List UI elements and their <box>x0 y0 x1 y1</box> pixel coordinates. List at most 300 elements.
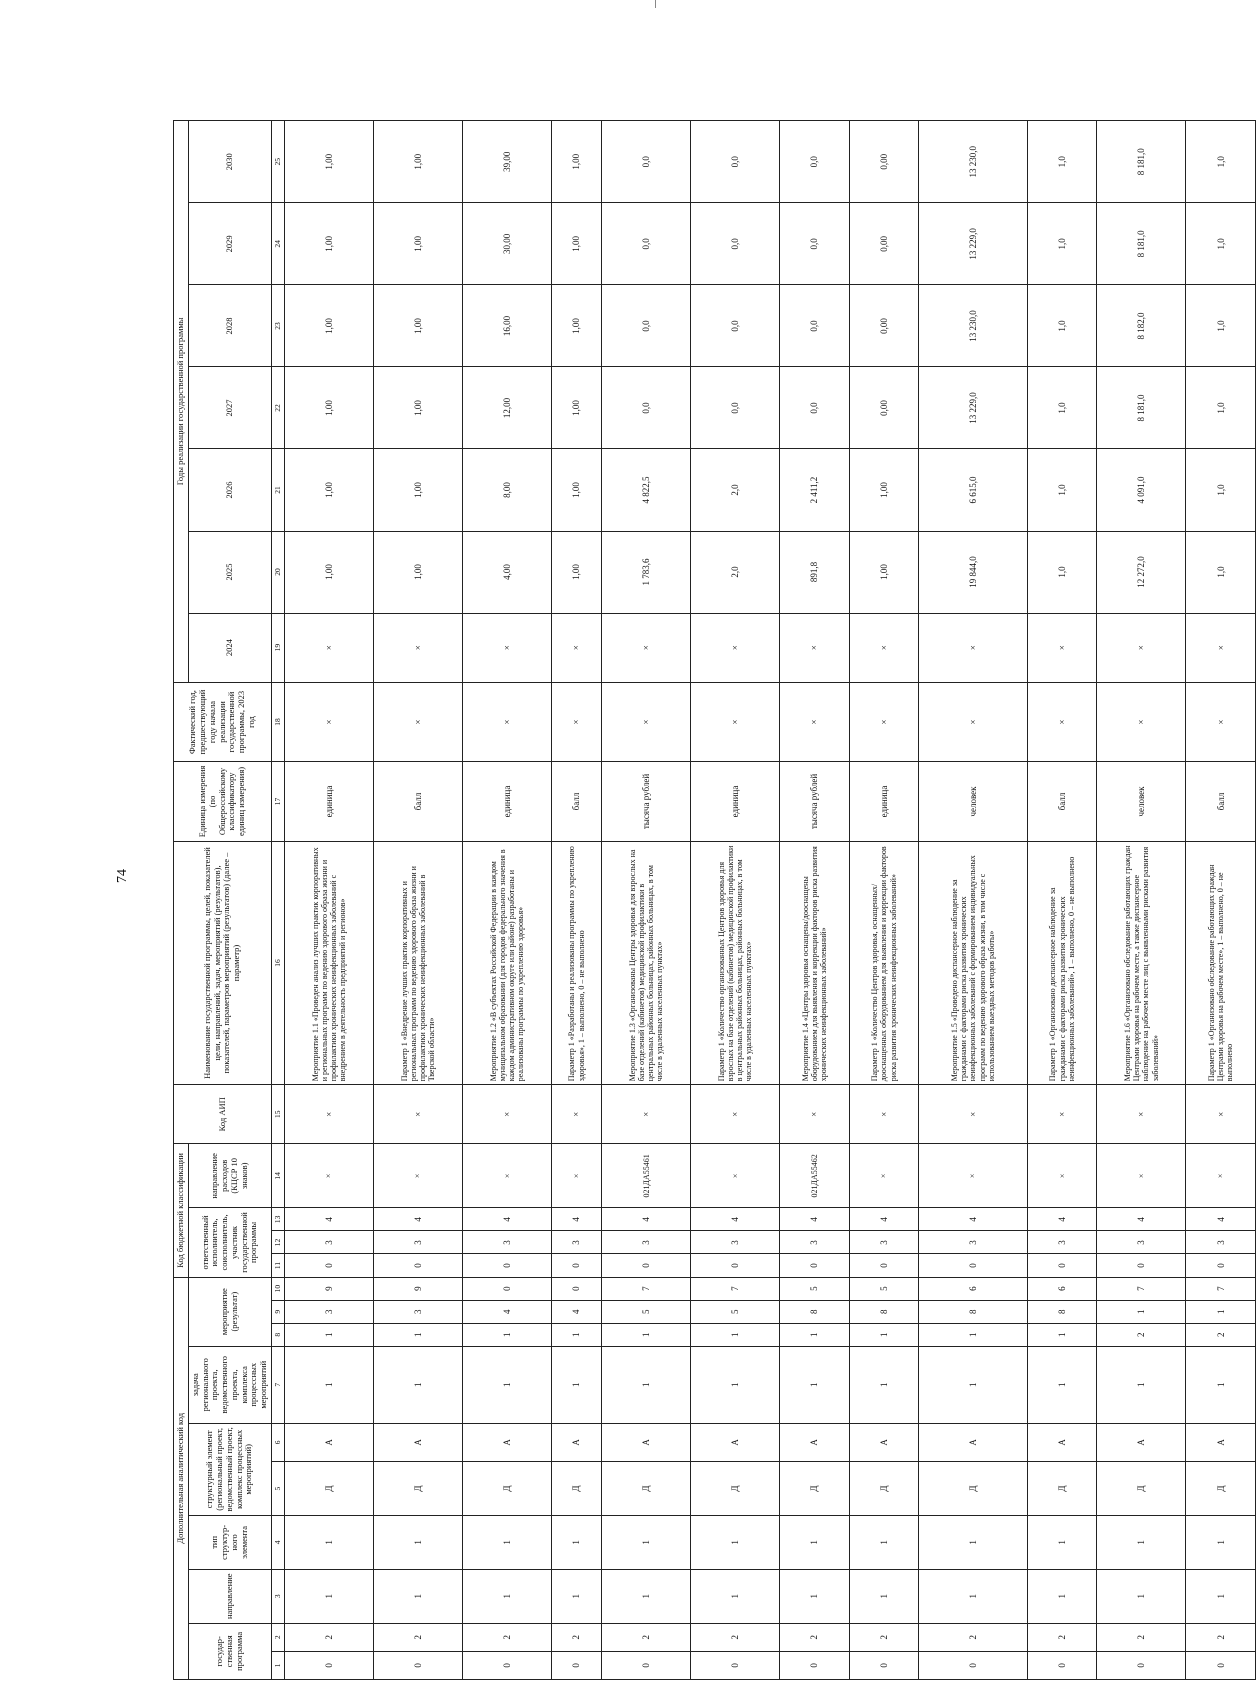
year-value-cell: 1,00 <box>373 449 462 531</box>
fact-year-cell: × <box>373 682 462 761</box>
code-cell: 1 <box>919 1323 1028 1346</box>
column-number: 20 <box>271 531 284 613</box>
code-cell: 1 <box>463 1569 552 1623</box>
year-value-cell: 1,0 <box>1027 531 1096 613</box>
name-cell: Мероприятие 1.2 «В субъектах Российской Федерации в каждом муниципальном образовании (для городов федерального значения в каждом административном округе или районе) разработаны и реализованы программы по укреплению здоровья» <box>463 841 552 1085</box>
year-value-cell: 1,00 <box>552 203 602 285</box>
year-value-cell: 19 844,0 <box>919 531 1028 613</box>
year-value-cell: 1,00 <box>284 285 373 367</box>
code-cell: А <box>284 1423 373 1461</box>
code-cell: 1 <box>691 1569 780 1623</box>
code-cell: 4 <box>463 1300 552 1323</box>
year-value-cell: 13 229,0 <box>919 203 1028 285</box>
unit-cell: единица <box>691 762 780 841</box>
header-meropr: мероприятие (результат) <box>188 1277 271 1346</box>
code-cell: 6 <box>919 1277 1028 1300</box>
code-cell: 1 <box>284 1323 373 1346</box>
header-kod-aip: Код АИП <box>174 1085 272 1144</box>
code-cell: 1 <box>373 1346 462 1423</box>
unit-cell: единица <box>284 762 373 841</box>
year-value-cell: 6 615,0 <box>919 449 1028 531</box>
code-cell: 1 <box>1186 1569 1256 1623</box>
fact-year-cell: × <box>780 682 849 761</box>
code-cell: × <box>284 1144 373 1208</box>
code-cell: 1 <box>691 1346 780 1423</box>
code-cell: 3 <box>463 1231 552 1254</box>
code-cell: 1 <box>919 1346 1028 1423</box>
code-cell: × <box>463 1144 552 1208</box>
year-value-cell: 1,00 <box>373 203 462 285</box>
code-cell: 3 <box>691 1231 780 1254</box>
code-cell: 4 <box>919 1208 1028 1231</box>
year-value-cell: 1,0 <box>1186 285 1256 367</box>
year-value-cell: 1,0 <box>1027 367 1096 449</box>
header-tip: тип структурного элемента <box>188 1515 271 1569</box>
code-cell: А <box>1027 1423 1096 1461</box>
year-value-cell: 8 181,0 <box>1097 367 1186 449</box>
header-unit: Единица измерения (по Общероссийскому классификатору единиц измерения) <box>174 762 272 841</box>
code-cell: 3 <box>780 1231 849 1254</box>
code-cell: 3 <box>1097 1231 1186 1254</box>
code-cell: 4 <box>691 1208 780 1231</box>
code-cell: × <box>849 1144 918 1208</box>
name-cell: Параметр 1 «Количество Центров здоровья, оснащенных/дооснащенных оборудованием для выявления и коррекции факторов риска развития хронических неинфекционных заболеваний» <box>849 841 918 1085</box>
year-value-cell: 2,0 <box>691 531 780 613</box>
year-value-cell: 1,00 <box>284 203 373 285</box>
code-cell: 2 <box>463 1623 552 1651</box>
year-value-cell: 1,0 <box>1027 121 1096 203</box>
code-cell: 0 <box>463 1277 552 1300</box>
code-cell: 3 <box>1027 1231 1096 1254</box>
code-cell: 5 <box>602 1300 691 1323</box>
year-value-cell: 0,0 <box>691 285 780 367</box>
unit-cell: балл <box>1027 762 1096 841</box>
year-value-cell: 0,0 <box>602 203 691 285</box>
code-cell: 1 <box>1097 1569 1186 1623</box>
header-year-2030: 2030 <box>188 121 271 203</box>
code-cell: 4 <box>1186 1208 1256 1231</box>
year-value-cell: 1,0 <box>1186 449 1256 531</box>
year-value-cell: × <box>463 613 552 682</box>
code-cell: 1 <box>849 1515 918 1569</box>
code-cell: 0 <box>1027 1651 1096 1679</box>
code-cell: А <box>919 1423 1028 1461</box>
year-value-cell: 12 272,0 <box>1097 531 1186 613</box>
year-value-cell: 0,0 <box>602 121 691 203</box>
code-cell: Д <box>284 1462 373 1516</box>
name-cell: Мероприятие 1.4 «Центры здоровья оснащены/дооснащены оборудованием для выявления и коррекции факторов риска развития хронических неинфекционных заболеваний» <box>780 841 849 1085</box>
name-cell: Параметр 1 «Количество организованных Центров здоровья для взрослых на базе отделений (кабинетов) медицинской профилактики в центральных районных больницах, районных больницах, в том числе в удаленных населенных пунктах» <box>691 841 780 1085</box>
fact-year-cell: × <box>602 682 691 761</box>
year-value-cell: 30,00 <box>463 203 552 285</box>
code-cell: А <box>1097 1423 1186 1461</box>
code-cell: 8 <box>919 1300 1028 1323</box>
year-value-cell: 0,00 <box>849 285 918 367</box>
unit-cell: единица <box>849 762 918 841</box>
code-cell: 2 <box>919 1623 1028 1651</box>
year-value-cell: × <box>1097 613 1186 682</box>
code-cell: А <box>373 1423 462 1461</box>
name-cell: Мероприятие 1.3 «Организованы Центры здоровья для взрослых на базе отделений (кабинетов) медицинской профилактики в центральных районных больницах, районных больницах, в том числе в удаленных населенных пунктах» <box>602 841 691 1085</box>
unit-cell: человек <box>1097 762 1186 841</box>
table-row <box>1186 121 1256 1680</box>
code-cell: × <box>552 1085 602 1144</box>
year-value-cell: 13 230,0 <box>919 285 1028 367</box>
year-value-cell: × <box>1186 613 1256 682</box>
code-cell: 2 <box>691 1623 780 1651</box>
year-value-cell: 0,0 <box>780 203 849 285</box>
header-year-2028: 2028 <box>188 285 271 367</box>
header-fact-year: Фактический год, предшествующий году начала реализации государственной программы, 2023 год <box>174 682 272 761</box>
year-value-cell: 891,8 <box>780 531 849 613</box>
column-number: 5 <box>271 1462 284 1516</box>
year-value-cell: 1,00 <box>373 285 462 367</box>
table-row <box>919 121 1028 1680</box>
code-cell: 1 <box>780 1323 849 1346</box>
code-cell: 4 <box>602 1208 691 1231</box>
code-cell: × <box>1097 1144 1186 1208</box>
code-cell: 3 <box>1186 1231 1256 1254</box>
code-cell: 1 <box>780 1515 849 1569</box>
code-cell: Д <box>780 1462 849 1516</box>
column-number: 15 <box>271 1085 284 1144</box>
code-cell: 3 <box>373 1300 462 1323</box>
code-cell: 0 <box>1186 1254 1256 1277</box>
code-cell: Д <box>691 1462 780 1516</box>
code-cell: 5 <box>849 1277 918 1300</box>
code-cell: 0 <box>849 1651 918 1679</box>
year-value-cell: × <box>691 613 780 682</box>
code-cell: 0 <box>919 1651 1028 1679</box>
year-value-cell: 4,00 <box>463 531 552 613</box>
code-cell: 0 <box>373 1254 462 1277</box>
code-cell: Д <box>1186 1462 1256 1516</box>
program-table <box>173 120 1256 1680</box>
fact-year-cell: × <box>1186 682 1256 761</box>
code-cell: 7 <box>1097 1277 1186 1300</box>
column-number: 17 <box>271 762 284 841</box>
year-value-cell: 1,0 <box>1027 285 1096 367</box>
unit-cell: балл <box>373 762 462 841</box>
header-name: Наименование государственной программы, целей, показателей цели, направлений, задач, мероприятий (результатов), показателей, параметров мероприятий (результатов) (далее – параметр) <box>174 841 272 1085</box>
year-value-cell: 0,0 <box>691 367 780 449</box>
code-cell: 0 <box>463 1254 552 1277</box>
table-row <box>284 121 373 1680</box>
code-cell: 4 <box>284 1208 373 1231</box>
year-value-cell: 0,0 <box>780 367 849 449</box>
code-cell: 2 <box>780 1623 849 1651</box>
code-cell: 3 <box>552 1231 602 1254</box>
code-cell: × <box>691 1085 780 1144</box>
code-cell: 1 <box>552 1569 602 1623</box>
code-cell: 2 <box>373 1623 462 1651</box>
year-value-cell: 0,00 <box>849 367 918 449</box>
code-cell: 4 <box>1027 1208 1096 1231</box>
code-cell: × <box>919 1085 1028 1144</box>
code-cell: 1 <box>284 1515 373 1569</box>
code-cell: × <box>463 1085 552 1144</box>
code-cell: 3 <box>284 1231 373 1254</box>
code-cell: 0 <box>1097 1651 1186 1679</box>
code-cell: 1 <box>463 1346 552 1423</box>
year-value-cell: 1,00 <box>373 121 462 203</box>
year-value-cell: 4 822,5 <box>602 449 691 531</box>
code-cell: 0 <box>373 1651 462 1679</box>
code-cell: 021ДА55461 <box>602 1144 691 1208</box>
name-cell: Мероприятие 1.6 «Организовано обследование работающих граждан Центрами здоровья на рабочем месте, а также диспансерное наблюдение на рабочем месте лиц с выявленными рисками развития заболеваний» <box>1097 841 1186 1085</box>
code-cell: 9 <box>284 1277 373 1300</box>
code-cell: 2 <box>849 1623 918 1651</box>
fact-year-cell: × <box>849 682 918 761</box>
code-cell: 0 <box>691 1651 780 1679</box>
year-value-cell: 0,0 <box>691 203 780 285</box>
code-cell: × <box>602 1085 691 1144</box>
header-dak: Дополнительная аналитический код <box>174 1277 189 1679</box>
code-cell: × <box>1186 1144 1256 1208</box>
code-cell: 7 <box>602 1277 691 1300</box>
column-number: 16 <box>271 841 284 1085</box>
code-cell: 1 <box>552 1346 602 1423</box>
year-value-cell: × <box>919 613 1028 682</box>
code-cell: 1 <box>1027 1346 1096 1423</box>
header-year-2024: 2024 <box>188 613 271 682</box>
code-cell: Д <box>1097 1462 1186 1516</box>
fact-year-cell: × <box>1097 682 1186 761</box>
page-number: 74 <box>115 869 130 883</box>
code-cell: 0 <box>602 1651 691 1679</box>
code-cell: 0 <box>1097 1254 1186 1277</box>
scan-mark <box>655 0 656 8</box>
unit-cell: единица <box>463 762 552 841</box>
year-value-cell: 1,0 <box>1186 121 1256 203</box>
column-number: 9 <box>271 1300 284 1323</box>
header-year-2029: 2029 <box>188 203 271 285</box>
code-cell: 1 <box>602 1515 691 1569</box>
unit-cell: тысяча рублей <box>780 762 849 841</box>
name-cell: Параметр 1 «Внедрение лучших практик корпоративных и региональных программ по ведению здорового образа жизни и профилактики хронических неинфекционных заболеваний в Тверской области» <box>373 841 462 1085</box>
code-cell: 0 <box>463 1651 552 1679</box>
header-gos-prog: государственная программа <box>188 1623 271 1679</box>
year-value-cell: 13 229,0 <box>919 367 1028 449</box>
code-cell: 0 <box>1027 1254 1096 1277</box>
column-number: 19 <box>271 613 284 682</box>
code-cell: 0 <box>691 1254 780 1277</box>
year-value-cell: 0,0 <box>780 285 849 367</box>
year-value-cell: 0,00 <box>849 121 918 203</box>
year-value-cell: 1,0 <box>1186 367 1256 449</box>
name-cell: Мероприятие 1.5 «Проведено диспансерное наблюдение за гражданами с факторами риска развития хронических неинфекционных заболеваний с формированием индивидуальных программ по ведению здорового образа жизни, в том числе с использованием выездных методов работы» <box>919 841 1028 1085</box>
year-value-cell: 8 181,0 <box>1097 121 1186 203</box>
year-value-cell: 1,00 <box>284 121 373 203</box>
year-value-cell: 16,00 <box>463 285 552 367</box>
code-cell: 8 <box>1027 1300 1096 1323</box>
code-cell: 0 <box>849 1254 918 1277</box>
table-row <box>1097 121 1186 1680</box>
header-kbk: Код бюджетной классификации <box>174 1144 189 1277</box>
code-cell: 4 <box>373 1208 462 1231</box>
year-value-cell: 1,00 <box>284 367 373 449</box>
year-value-cell: 1,00 <box>373 531 462 613</box>
code-cell: А <box>602 1423 691 1461</box>
unit-cell: тысяча рублей <box>602 762 691 841</box>
code-cell: 1 <box>849 1323 918 1346</box>
code-cell: 1 <box>284 1569 373 1623</box>
code-cell: 0 <box>552 1651 602 1679</box>
name-cell: Параметр 1 «Организовано диспансерное наблюдение за гражданами с факторами риска развития хронических неинфекционных заболеваний», 1 – выполнено, 0 – не выполнено <box>1027 841 1096 1085</box>
code-cell: 1 <box>373 1515 462 1569</box>
year-value-cell: × <box>780 613 849 682</box>
code-cell: 1 <box>780 1346 849 1423</box>
header-years: Годы реализации государственной программы <box>174 121 189 683</box>
column-number: 1 <box>271 1651 284 1679</box>
code-cell: 1 <box>1027 1323 1096 1346</box>
fact-year-cell: × <box>284 682 373 761</box>
year-value-cell: 39,00 <box>463 121 552 203</box>
unit-cell: балл <box>1186 762 1256 841</box>
unit-cell: человек <box>919 762 1028 841</box>
column-number: 24 <box>271 203 284 285</box>
fact-year-cell: × <box>691 682 780 761</box>
header-napravlenie: направление <box>188 1569 271 1623</box>
code-cell: 3 <box>602 1231 691 1254</box>
header-zadacha: задача регионального проекта, ведомственного проекта, комплекса процессных мероприятий <box>188 1346 271 1423</box>
code-cell: 2 <box>284 1623 373 1651</box>
code-cell: 2 <box>1027 1623 1096 1651</box>
code-cell: 1 <box>919 1569 1028 1623</box>
code-cell: 6 <box>1027 1277 1096 1300</box>
code-cell: Д <box>1027 1462 1096 1516</box>
year-value-cell: × <box>373 613 462 682</box>
year-value-cell: × <box>284 613 373 682</box>
code-cell: 9 <box>373 1277 462 1300</box>
table-row <box>373 121 462 1680</box>
column-number: 12 <box>271 1231 284 1254</box>
code-cell: × <box>1097 1085 1186 1144</box>
code-cell: 2 <box>602 1623 691 1651</box>
name-cell: Мероприятие 1.1 «Проведен анализ лучших практик корпоративных и региональных программ по ведению здорового образа жизни и профилактики хронических неинфекционных заболеваний с внедрением в деятельность предприятий и регионов» <box>284 841 373 1085</box>
year-value-cell: 1,00 <box>552 531 602 613</box>
code-cell: × <box>780 1085 849 1144</box>
year-value-cell: 1,00 <box>849 449 918 531</box>
table-row <box>552 121 602 1680</box>
code-cell: 1 <box>1097 1346 1186 1423</box>
code-cell: × <box>373 1144 462 1208</box>
code-cell: 1 <box>1097 1300 1186 1323</box>
code-cell: Д <box>602 1462 691 1516</box>
header-struct: структурный элемент (региональный проект, ведомственный проект, комплекс процессных мероприятий) <box>188 1423 271 1515</box>
code-cell: 0 <box>780 1254 849 1277</box>
code-cell: 1 <box>463 1323 552 1346</box>
fact-year-cell: × <box>463 682 552 761</box>
code-cell: А <box>463 1423 552 1461</box>
code-cell: 2 <box>1097 1323 1186 1346</box>
column-number: 14 <box>271 1144 284 1208</box>
year-value-cell: × <box>552 613 602 682</box>
year-value-cell: 8,00 <box>463 449 552 531</box>
column-number: 3 <box>271 1569 284 1623</box>
table-row <box>780 121 849 1680</box>
code-cell: 7 <box>1186 1277 1256 1300</box>
column-number: 10 <box>271 1277 284 1300</box>
column-number: 6 <box>271 1423 284 1461</box>
code-cell: Д <box>849 1462 918 1516</box>
code-cell: 1 <box>849 1346 918 1423</box>
year-value-cell: 0,0 <box>602 285 691 367</box>
header-year-2025: 2025 <box>188 531 271 613</box>
code-cell: 021ДА55462 <box>780 1144 849 1208</box>
code-cell: 5 <box>691 1300 780 1323</box>
year-value-cell: 13 230,0 <box>919 121 1028 203</box>
table-row <box>849 121 918 1680</box>
code-cell: × <box>1186 1085 1256 1144</box>
name-cell: Параметр 1 «Организовано обследование работающих граждан Центрами здоровья на рабочем месте», 1 – выполнено, 0 – не выполнено <box>1186 841 1256 1085</box>
code-cell: 0 <box>284 1651 373 1679</box>
code-cell: 2 <box>552 1623 602 1651</box>
code-cell: 4 <box>552 1300 602 1323</box>
year-value-cell: 0,0 <box>691 121 780 203</box>
code-cell: × <box>849 1085 918 1144</box>
code-cell: × <box>1027 1085 1096 1144</box>
code-cell: 8 <box>780 1300 849 1323</box>
code-cell: Д <box>373 1462 462 1516</box>
year-value-cell: 12,00 <box>463 367 552 449</box>
code-cell: 7 <box>691 1277 780 1300</box>
code-cell: 2 <box>1186 1323 1256 1346</box>
code-cell: × <box>373 1085 462 1144</box>
year-value-cell: 1,0 <box>1027 449 1096 531</box>
code-cell: 0 <box>602 1254 691 1277</box>
code-cell: 2 <box>1186 1623 1256 1651</box>
code-cell: 0 <box>1186 1651 1256 1679</box>
table-row <box>602 121 691 1680</box>
code-cell: 1 <box>780 1569 849 1623</box>
code-cell: 4 <box>849 1208 918 1231</box>
code-cell: 4 <box>1097 1208 1186 1231</box>
code-cell: × <box>1027 1144 1096 1208</box>
code-cell: А <box>552 1423 602 1461</box>
column-number: 13 <box>271 1208 284 1231</box>
header-napr-rashodov: направление расходов (КЦСР 10 знаков) <box>188 1144 271 1208</box>
year-value-cell: 1,0 <box>1186 203 1256 285</box>
code-cell: 1 <box>463 1515 552 1569</box>
code-cell: 1 <box>691 1515 780 1569</box>
rotated-table-wrapper <box>173 120 1235 1680</box>
code-cell: × <box>919 1144 1028 1208</box>
header-otvetstv: ответственный исполнитель, соисполнитель, участник государственной программы <box>188 1208 271 1277</box>
year-value-cell: × <box>1027 613 1096 682</box>
column-number: 8 <box>271 1323 284 1346</box>
fact-year-cell: × <box>552 682 602 761</box>
year-value-cell: × <box>849 613 918 682</box>
code-cell: 8 <box>849 1300 918 1323</box>
year-value-cell: 0,00 <box>849 203 918 285</box>
fact-year-cell: × <box>919 682 1028 761</box>
year-value-cell: × <box>602 613 691 682</box>
code-cell: 0 <box>552 1277 602 1300</box>
year-value-cell: 0,0 <box>780 121 849 203</box>
code-cell: 1 <box>1186 1346 1256 1423</box>
code-cell: 5 <box>780 1277 849 1300</box>
table-row <box>1027 121 1096 1680</box>
year-value-cell: 4 091,0 <box>1097 449 1186 531</box>
code-cell: Д <box>463 1462 552 1516</box>
code-cell: 1 <box>284 1346 373 1423</box>
code-cell: 0 <box>919 1254 1028 1277</box>
year-value-cell: 2 411,2 <box>780 449 849 531</box>
code-cell: × <box>691 1144 780 1208</box>
column-number: 22 <box>271 367 284 449</box>
column-number: 18 <box>271 682 284 761</box>
